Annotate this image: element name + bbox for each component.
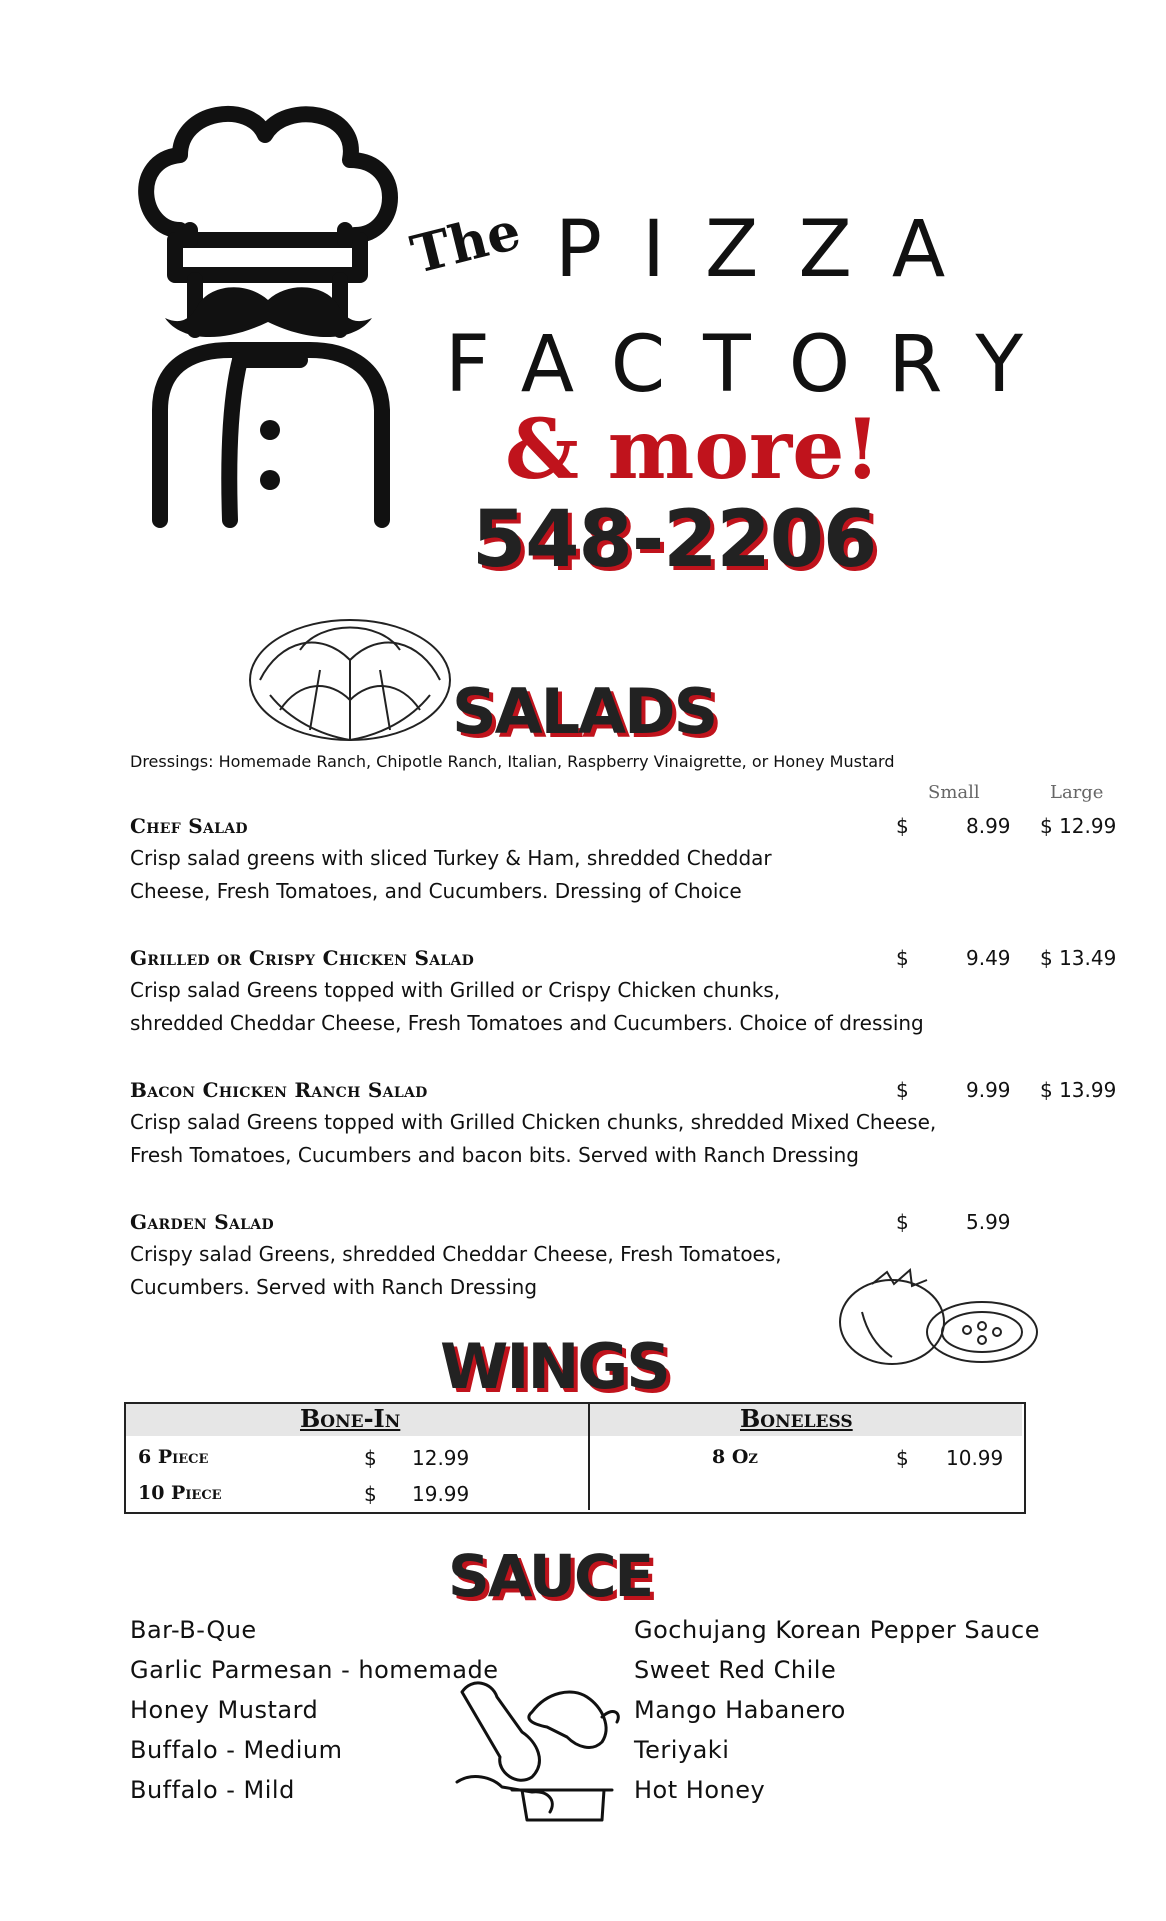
salad-price-large: $ 12.99 — [1040, 814, 1117, 838]
salad-name: Garden Salad — [130, 1210, 274, 1234]
wing-size-label: 8 Oz — [712, 1446, 758, 1468]
salad-price-small: 9.49 — [966, 946, 1011, 970]
salad-name: Grilled or Crispy Chicken Salad — [130, 946, 475, 970]
col-head-large: Large — [1050, 782, 1104, 803]
brand-the: The — [405, 200, 527, 286]
salad-desc-line: Crisp salad Greens topped with Grilled Chicken chunks, shredded Mixed Cheese, — [130, 1110, 937, 1134]
wing-currency: $ — [364, 1446, 377, 1470]
wings-title: WINGS — [440, 1330, 669, 1403]
salad-desc-line: Cheese, Fresh Tomatoes, and Cucumbers. Dressing of Choice — [130, 879, 742, 903]
salad-currency: $ — [896, 1210, 909, 1234]
boneless-header: Boneless — [740, 1404, 853, 1433]
sauce-item: Teriyaki — [634, 1736, 730, 1764]
salad-currency: $ — [896, 814, 909, 838]
sauce-item: Hot Honey — [634, 1776, 766, 1804]
wings-divider — [588, 1404, 590, 1510]
salad-desc-line: Fresh Tomatoes, Cucumbers and bacon bits. Served with Ranch Dressing — [130, 1143, 860, 1167]
salad-name: Bacon Chicken Ranch Salad — [130, 1078, 428, 1102]
bone-in-header: Bone-In — [300, 1404, 401, 1433]
sauce-item: Buffalo - Mild — [130, 1776, 295, 1804]
wing-price: 12.99 — [412, 1446, 470, 1470]
wing-price: 10.99 — [946, 1446, 1004, 1470]
sauce-item: Gochujang Korean Pepper Sauce — [634, 1616, 1040, 1644]
brand-factory: FACTORY — [445, 320, 1062, 410]
sauce-item: Bar-B-Que — [130, 1616, 257, 1644]
salad-price-small: 8.99 — [966, 814, 1011, 838]
sauce-title: SAUCE — [448, 1542, 653, 1610]
brand-pizza: PIZZA — [555, 205, 986, 295]
wings-header-band — [126, 1404, 1022, 1436]
salad-desc-line: Crisp salad Greens topped with Grilled or Crispy Chicken chunks, — [130, 978, 781, 1002]
salad-currency: $ — [896, 946, 909, 970]
wing-price: 19.99 — [412, 1482, 470, 1506]
tomato-icon — [832, 1262, 1042, 1372]
salad-price-small: 9.99 — [966, 1078, 1011, 1102]
salad-price-small: 5.99 — [966, 1210, 1011, 1234]
chef-logo-icon — [120, 100, 420, 540]
phone-number: 548-2206 — [472, 495, 877, 585]
wing-size-label: 10 Piece — [138, 1482, 222, 1504]
wing-currency: $ — [896, 1446, 909, 1470]
sauce-item: Garlic Parmesan - homemade — [130, 1656, 499, 1684]
salad-price-large: $ 13.49 — [1040, 946, 1117, 970]
salad-name: Chef Salad — [130, 814, 248, 838]
salad-desc-line: Cucumbers. Served with Ranch Dressing — [130, 1275, 538, 1299]
wing-currency: $ — [364, 1482, 377, 1506]
sauce-item: Buffalo - Medium — [130, 1736, 343, 1764]
salad-desc-line: Crisp salad greens with sliced Turkey & Ham, shredded Cheddar — [130, 846, 772, 870]
sauce-item: Honey Mustard — [130, 1696, 319, 1724]
lettuce-icon — [240, 600, 460, 750]
salad-currency: $ — [896, 1078, 909, 1102]
brand-more: & more! — [505, 402, 881, 498]
col-head-small: Small — [928, 782, 980, 803]
salad-desc-line: shredded Cheddar Cheese, Fresh Tomatoes and Cucumbers. Choice of dressing — [130, 1011, 924, 1035]
dressings-note: Dressings: Homemade Ranch, Chipotle Ranch, Italian, Raspberry Vinaigrette, or Honey Mustard — [130, 752, 895, 771]
salad-desc-line: Crispy salad Greens, shredded Cheddar Cheese, Fresh Tomatoes, — [130, 1242, 782, 1266]
salads-title: SALADS — [452, 675, 717, 748]
wing-size-label: 6 Piece — [138, 1446, 209, 1468]
sauce-item: Sweet Red Chile — [634, 1656, 837, 1684]
sauce-item: Mango Habanero — [634, 1696, 846, 1724]
chicken-wings-icon — [452, 1672, 622, 1822]
salad-price-large: $ 13.99 — [1040, 1078, 1117, 1102]
